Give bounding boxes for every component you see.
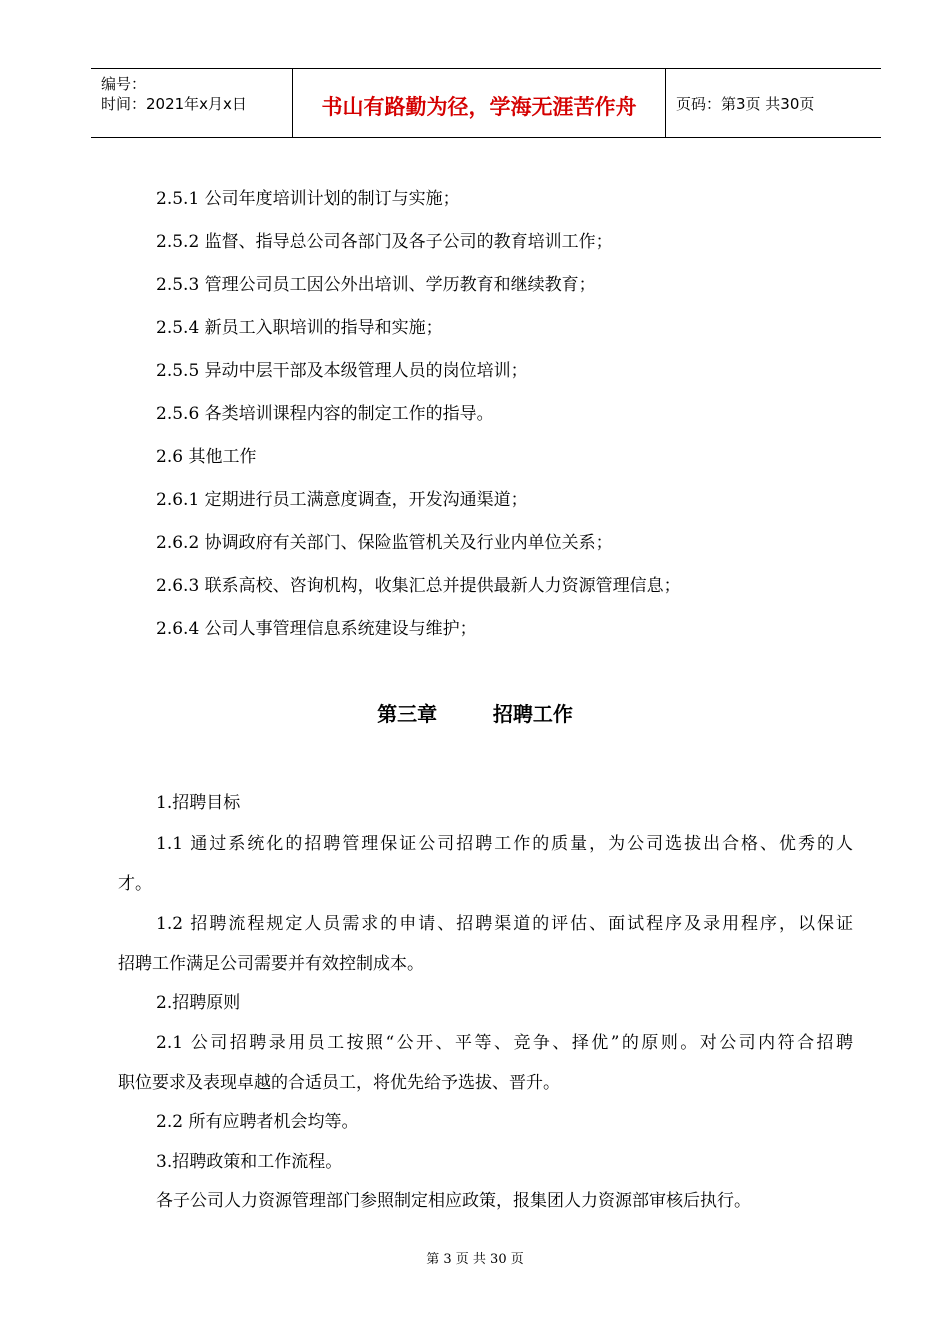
header-motto-cell [293,69,666,137]
list-item: 2.6.2 协调政府有关部门、保险监管机关及行业内单位关系； [156,533,613,553]
section-heading: 1.招聘目标 [156,793,241,813]
paragraph-line: 2.1 公司招聘录用员工按照“公开、平等、竞争、择优”的原则。对公司内符合招聘 [156,1033,853,1053]
paragraph-line: 招聘工作满足公司需要并有效控制成本。 [118,954,424,974]
paragraph-line: 1.1 通过系统化的招聘管理保证公司招聘工作的质量，为公司选拔出合格、优秀的人 [156,834,853,854]
paragraph-line: 才。 [118,874,152,894]
section-heading: 2.招聘原则 [156,993,241,1013]
list-item: 2.5.1 公司年度培训计划的制订与实施； [156,189,460,209]
section-heading: 2.6 其他工作 [156,447,257,467]
list-item: 2.6.3 联系高校、咨询机构，收集汇总并提供最新人力资源管理信息； [156,576,681,596]
paragraph-line: 2.2 所有应聘者机会均等。 [156,1112,359,1132]
chapter-title: 第三章 招聘工作 [377,702,573,726]
list-item: 2.5.3 管理公司员工因公外出培训、学历教育和继续教育； [156,275,596,295]
page-footer: 第 3 页 共 30 页 [426,1252,524,1267]
header-info-cell [91,69,293,137]
paragraph-line: 各子公司人力资源管理部门参照制定相应政策，报集团人力资源部审核后执行。 [156,1191,751,1211]
list-item: 2.5.6 各类培训课程内容的制定工作的指导。 [156,404,494,424]
list-item: 2.5.5 异动中层干部及本级管理人员的岗位培训； [156,361,528,381]
paragraph-line: 职位要求及表现卓越的合适员工，将优先给予选拔、晋升。 [118,1073,560,1093]
list-item: 2.5.2 监督、指导总公司各部门及各子公司的教育培训工作； [156,232,613,252]
list-item: 2.6.1 定期进行员工满意度调查，开发沟通渠道； [156,490,528,510]
page-header [91,68,881,138]
list-item: 2.6.4 公司人事管理信息系统建设与维护； [156,619,477,639]
section-heading: 3.招聘政策和工作流程。 [156,1152,343,1172]
header-page-cell [666,69,881,137]
list-item: 2.5.4 新员工入职培训的指导和实施； [156,318,443,338]
paragraph-line: 1.2 招聘流程规定人员需求的申请、招聘渠道的评估、面试程序及录用程序，以保证 [156,914,853,934]
document-number-label: 编号： [101,75,147,93]
header-motto: 书山有路勤为径，学海无涯苦作舟 [321,95,637,119]
header-page-number: 页码：第3页 共30页 [676,95,815,113]
document-date: 时间：2021年x月x日 [101,95,247,113]
